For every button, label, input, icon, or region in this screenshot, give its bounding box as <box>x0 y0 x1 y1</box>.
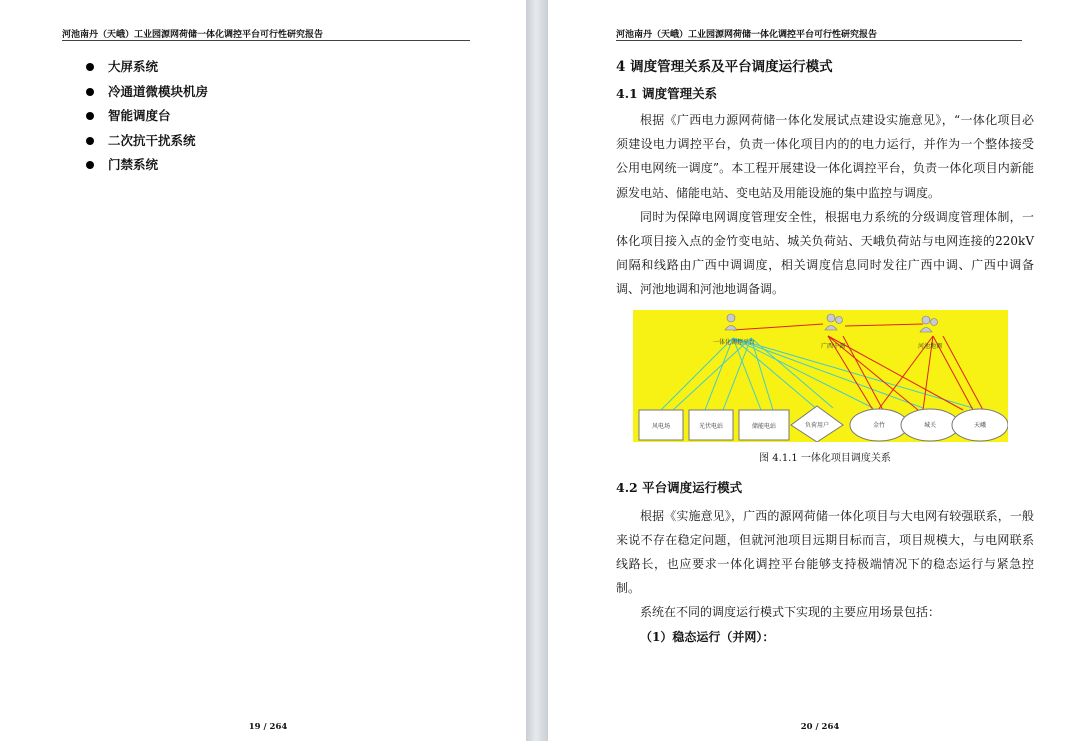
bullet-icon <box>86 88 94 96</box>
paragraph: 根据《实施意见》，广西的源网荷储一体化项目与大电网有较强联系，一般来说不存在稳定问题，但就河池项目远期目标而言，项目规模大，与电网联系线路长，也应要求一体化调控平台能够支持极端情况下的稳态运行与紧急控制。 <box>616 508 1034 596</box>
numbered-subheading: （1）稳态运行（并网）： <box>640 629 775 644</box>
subsection-heading: 4.2 平台调度运行模式 <box>616 479 743 495</box>
bullet-icon <box>86 112 94 120</box>
figure-caption: 图 4.1.1 一体化项目调度关系 <box>759 452 891 464</box>
bullet-list <box>86 57 208 180</box>
list-item: 冷通道微模块机房 <box>86 82 208 107</box>
box-label: 储能电站 <box>751 422 777 430</box>
list-item: 智能调度台 <box>86 106 208 131</box>
box-label: 风电场 <box>651 422 671 430</box>
section-heading: 4 调度管理关系及平台调度运行模式 <box>616 59 833 75</box>
ellipse-label: 金竹 <box>872 421 886 429</box>
node-label: 广西中调 <box>820 342 846 350</box>
list-item: 二次抗干扰系统 <box>86 131 208 156</box>
page-gutter <box>526 0 548 741</box>
ellipse-label: 城关 <box>923 421 937 429</box>
page-content <box>616 56 1034 649</box>
dispatch-relation-figure <box>633 310 1008 442</box>
box-label: 光伏电站 <box>698 422 724 430</box>
diamond-label: 负荷用户 <box>804 421 830 429</box>
page-number: 19 / 264 <box>248 722 288 732</box>
paragraph: 同时为保障电网调度管理安全性，根据电力系统的分级调度管理体制，一体化项目接入点的金竹变电站、城关负荷站、天峨负荷站与电网连接的220kV 间隔和线路由广西中调调度，相关调度信息同时发往广西中调、广西中调备调、河池地调和河池地调备调。 <box>616 209 1034 297</box>
diagram-canvas <box>633 310 1008 442</box>
bullet-icon <box>86 63 94 71</box>
running-header: 河池南丹（天峨）工业园源网荷储一体化调控平台可行性研究报告 <box>616 30 878 40</box>
bullet-icon <box>86 137 94 145</box>
subsection-heading: 4.1 调度管理关系 <box>616 86 718 101</box>
ellipse-label: 天峨 <box>973 421 987 429</box>
page-number: 20 / 264 <box>800 722 840 732</box>
node-label: 河池地调 <box>917 342 943 350</box>
header-rule <box>62 40 470 41</box>
bullet-icon <box>86 161 94 169</box>
running-header: 河池南丹（天峨）工业园源网荷储一体化调控平台可行性研究报告 <box>62 30 324 40</box>
document-page-left <box>0 0 526 741</box>
paragraph: 根据《广西电力源网荷储一体化发展试点建设实施意见》，“一体化项目必须建设电力调控平台，负责一体化项目内的的电力运行，并作为一个整体接受公用电网统一调度”。本工程开展建设一体化调控平台，负责一体化项目内新能源发电站、储能电站、变电站及用能设施的集中监控与调度。 <box>616 113 1034 200</box>
list-item: 大屏系统 <box>86 57 208 82</box>
list-item: 门禁系统 <box>86 155 208 180</box>
paragraph: 系统在不同的调度运行模式下实现的主要应用场景包括： <box>640 605 941 620</box>
header-rule <box>616 40 1022 41</box>
node-label: 一体化调控平台 <box>712 338 756 346</box>
